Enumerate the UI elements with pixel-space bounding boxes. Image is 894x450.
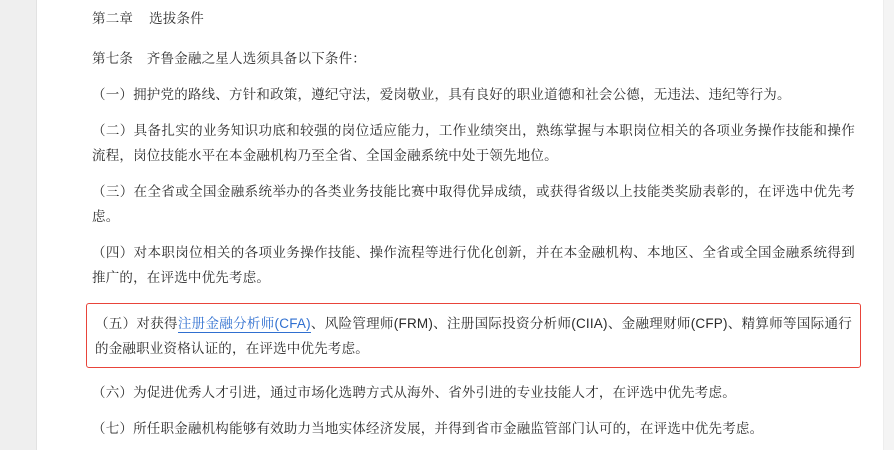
page-right-margin	[883, 0, 894, 450]
article-intro: 第七条 齐鲁金融之星人选须具备以下条件：	[92, 51, 366, 66]
clause-item: （四）对本职岗位相关的各项业务操作技能、操作流程等进行优化创新，并在本金融机构、本地区、全省或全国金融系统得到推广的，在评选中优先考虑。	[92, 245, 855, 285]
clause-item: （七）所任职金融机构能够有效助力当地实体经济发展，并得到省市金融监管部门认可的，在评选中优先考虑。	[92, 421, 764, 436]
chapter-heading	[92, 6, 855, 31]
chapter-number: 第二章	[92, 11, 134, 26]
clause-item: （一）拥护党的路线、方针和政策，遵纪守法，爱岗敬业，具有良好的职业道德和社会公德，无违法、违纪等行为。	[92, 87, 791, 102]
chapter-title: 选拔条件	[149, 11, 204, 26]
document-content	[37, 0, 883, 450]
cfa-link[interactable]: 注册金融分析师(CFA)	[177, 316, 311, 331]
clause-item: （六）为促进优秀人才引进，通过市场化选聘方式从海外、省外引进的专业技能人才，在评选中优先考虑。	[92, 385, 736, 400]
clause-prefix-text: （五）对获得	[95, 316, 178, 331]
highlighted-clause-box	[86, 303, 861, 368]
clause-item: （三）在全省或全国金融系统举办的各类业务技能比赛中取得优异成绩，或获得省级以上技能类奖励表彰的，在评选中优先考虑。	[92, 184, 855, 224]
clause-item: （二）具备扎实的业务知识功底和较强的岗位适应能力，工作业绩突出，熟练掌握与本职岗位相关的各项业务操作技能和操作流程，岗位技能水平在本金融机构乃至全省、全国金融系统中处于领先地位。	[92, 123, 855, 163]
clause-suffix-text: 、风险管理师(FRM)、注册国际投资分析师(CIIA)、金融理财师(CFP)、精算师等国际通行的金融职业资格认证的，在评选中优先考虑。	[95, 316, 852, 356]
clause-item-highlighted	[95, 311, 852, 361]
page-left-margin	[0, 0, 37, 450]
